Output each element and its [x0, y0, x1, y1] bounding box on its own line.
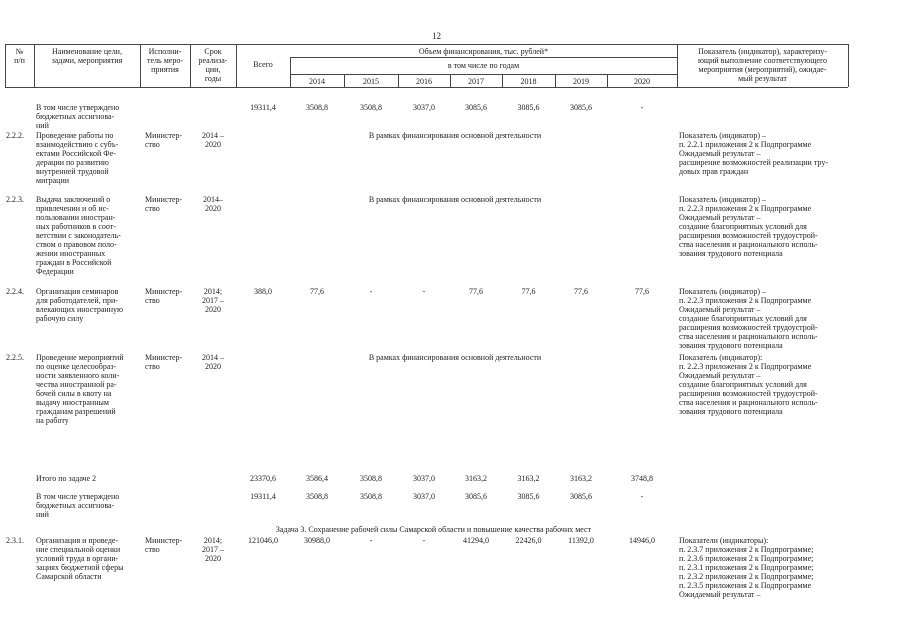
cell-total: 19311,4 [250, 492, 276, 501]
row-name: Проведение мероприятий по оценке целесообраз- ности заявленного коли- чества иностранной ра- бочей силы в квоту на выдачу иностранным гражданам разрешений на работу [36, 353, 124, 425]
cell-2020: 3748,8 [631, 474, 653, 483]
row-executor: Министер- ство [145, 353, 183, 371]
cell-2020: 14946,0 [629, 536, 655, 545]
row-executor: Министер- ство [145, 536, 183, 554]
row-term: 2014– 2020 [203, 195, 223, 213]
cell-2016: 3037,0 [413, 474, 435, 483]
header-executor: Исполни- тель меро- приятия [147, 47, 183, 74]
cell-2016: 3037,0 [413, 103, 435, 112]
header-bottom-border [5, 87, 848, 88]
row-name: Проведение работы по взаимодействию с субъ- ектами Российской Фе- дерации по развитию внутренней трудовой миграции [36, 131, 119, 185]
cell-2019: 77,6 [574, 287, 588, 296]
cell-2020: - [640, 492, 644, 501]
row-name: Организация и проведе- ние специальной оценки условий труда в органи- зациях бюджетной сферы Самарской области [36, 536, 124, 581]
row-executor: Министер- ство [145, 131, 183, 149]
row-num: 2.2.2. [6, 131, 24, 140]
cell-2020: 77,6 [635, 287, 649, 296]
cell-2018: 22426,0 [515, 536, 542, 545]
row-term: 2014 – 2020 [202, 131, 224, 149]
row-indicator: Показатель (индикатор): п. 2.2.3 приложения 2 к Подпрограмме Ожидаемый результат – создание благоприятных условий для расширения возможностей трудоустрой- ства населения и рационального исполь- зования трудового потенциала [679, 353, 818, 416]
row-executor: Министер- ство [145, 195, 183, 213]
cell-total: 19311,4 [250, 103, 276, 112]
row-indicator: Показатель (индикатор) – п. 2.2.3 приложения 2 к Подпрограмме Ожидаемый результат – создание благоприятных условий для расширения возможностей трудоустрой- ства населения и рационального исполь- зования трудового потенциала [679, 195, 818, 258]
cell-2016: - [422, 536, 426, 545]
row-funding-note: В рамках финансирования основной деятельности [368, 195, 542, 204]
cell-2017: 41294,0 [463, 536, 489, 545]
row-funding-note: В рамках финансирования основной деятельности [368, 353, 542, 362]
cell-2014: 3586,4 [306, 474, 328, 483]
cell-2019: 3163,2 [570, 474, 592, 483]
cell-2019: 3085,6 [570, 492, 592, 501]
header-total: Всего [253, 60, 273, 69]
cell-2017: 3163,2 [465, 474, 487, 483]
header-sub-border [290, 57, 677, 58]
cell-2015: 3508,8 [360, 103, 382, 112]
cell-2019: 3085,6 [570, 103, 592, 112]
header-funding: Объем финансирования, тыс. рублей* [418, 47, 549, 56]
header-years-border [290, 74, 677, 75]
cell-total: 121046,0 [248, 536, 278, 545]
cell-2014: 3508,8 [306, 103, 328, 112]
row-name: В том числе утверждено бюджетных ассигнова- ний [36, 492, 120, 519]
cell-2015: 3508,8 [360, 474, 382, 483]
cell-2017: 3085,6 [465, 103, 487, 112]
cell-2015: 3508,8 [360, 492, 382, 501]
header-year-2019: 2019 [573, 77, 589, 86]
row-term: 2014; 2017 – 2020 [202, 536, 224, 563]
cell-2018: 77,6 [521, 287, 536, 296]
cell-2014: 30988,0 [304, 536, 330, 545]
header-year-2015: 2015 [363, 77, 379, 86]
header-year-2020: 2020 [634, 77, 650, 86]
header-year-2014: 2014 [309, 77, 325, 86]
cell-2017: 77,6 [469, 287, 483, 296]
cell-2016: 3037,0 [413, 492, 435, 501]
row-num: 2.2.3. [6, 195, 24, 204]
cell-2016: - [422, 287, 426, 296]
header-year-2018: 2018 [520, 77, 537, 86]
cell-total: 388,0 [254, 287, 272, 296]
page-number: 12 [432, 31, 441, 41]
header-name: Наименование цели, задачи, мероприятия [51, 47, 123, 65]
cell-total: 23370,6 [250, 474, 276, 483]
row-term: 2014; 2017 – 2020 [202, 287, 224, 314]
row-name: Итого по задаче 2 [36, 474, 97, 483]
cell-2019: 11392,0 [568, 536, 594, 545]
row-indicator: Показатели (индикаторы): п. 2.3.7 приложения 2 к Подпрограмме; п. 2.3.6 приложения 2 к Подпрограмме; п. 2.3.1 приложения 2 к Подпрограмме; п. 2.3.2 приложения 2 к Подпрограмме; п. 2.3.5 приложения 2 к Подпрограмме Ожидаемый результат – [679, 536, 814, 599]
row-num: 2.2.5. [6, 353, 24, 362]
row-indicator: Показатель (индикатор) – п. 2.2.3 приложения 2 к Подпрограмме Ожидаемый результат – создание благоприятных условий для расширения возможностей трудоустрой- ства населения и рационального исполь- зования трудового потенциала [679, 287, 818, 350]
cell-2014: 3508,8 [306, 492, 328, 501]
row-num: 2.2.4. [6, 287, 24, 296]
cell-2014: 77,6 [310, 287, 324, 296]
task-3-title: Задача 3. Сохранение рабочей силы Самарской области и повышение качества рабочих мест [275, 525, 592, 534]
row-indicator: Показатель (индикатор) – п. 2.2.1 приложения 2 к Подпрограмме Ожидаемый результат – расширение возможностей реализации тру- довых прав граждан [679, 131, 828, 176]
row-term: 2014 – 2020 [202, 353, 224, 371]
header-term: Срок реализа- ции, годы [198, 47, 228, 83]
header-indicator: Показатель (индикатор), характеризу- ющий выполнение соответствующего мероприятия (мероприятий), ожидае- мый результат [697, 47, 828, 83]
cell-2015: - [369, 287, 373, 296]
row-name: Выдача заключений о привлечении и об ис- пользовании иностран- ных работников в соот- ветствии с законодатель- ством о правовом поло- жении иностранных граждан в Российской Федерации [36, 195, 121, 276]
cell-2020: - [640, 103, 644, 112]
row-executor: Министер- ство [145, 287, 183, 305]
header-year-2016: 2016 [416, 77, 432, 86]
cell-2018: 3163,2 [517, 474, 540, 483]
table-top-border [5, 44, 848, 45]
row-name: В том числе утверждено бюджетных ассигнова- ний [36, 103, 120, 130]
col-border [848, 44, 849, 87]
row-num: 2.3.1. [6, 536, 24, 545]
row-name: Организация семинаров для работодателей, при- влекающих иностранную рабочую силу [36, 287, 123, 323]
row-funding-note: В рамках финансирования основной деятельности [368, 131, 542, 140]
cell-2018: 3085,6 [517, 103, 540, 112]
cell-2017: 3085,6 [465, 492, 487, 501]
header-year-2017: 2017 [468, 77, 484, 86]
cell-2015: - [369, 536, 373, 545]
header-by-years: в том числе по годам [447, 61, 520, 70]
header-num: № п/п [14, 47, 25, 65]
cell-2018: 3085,6 [517, 492, 540, 501]
